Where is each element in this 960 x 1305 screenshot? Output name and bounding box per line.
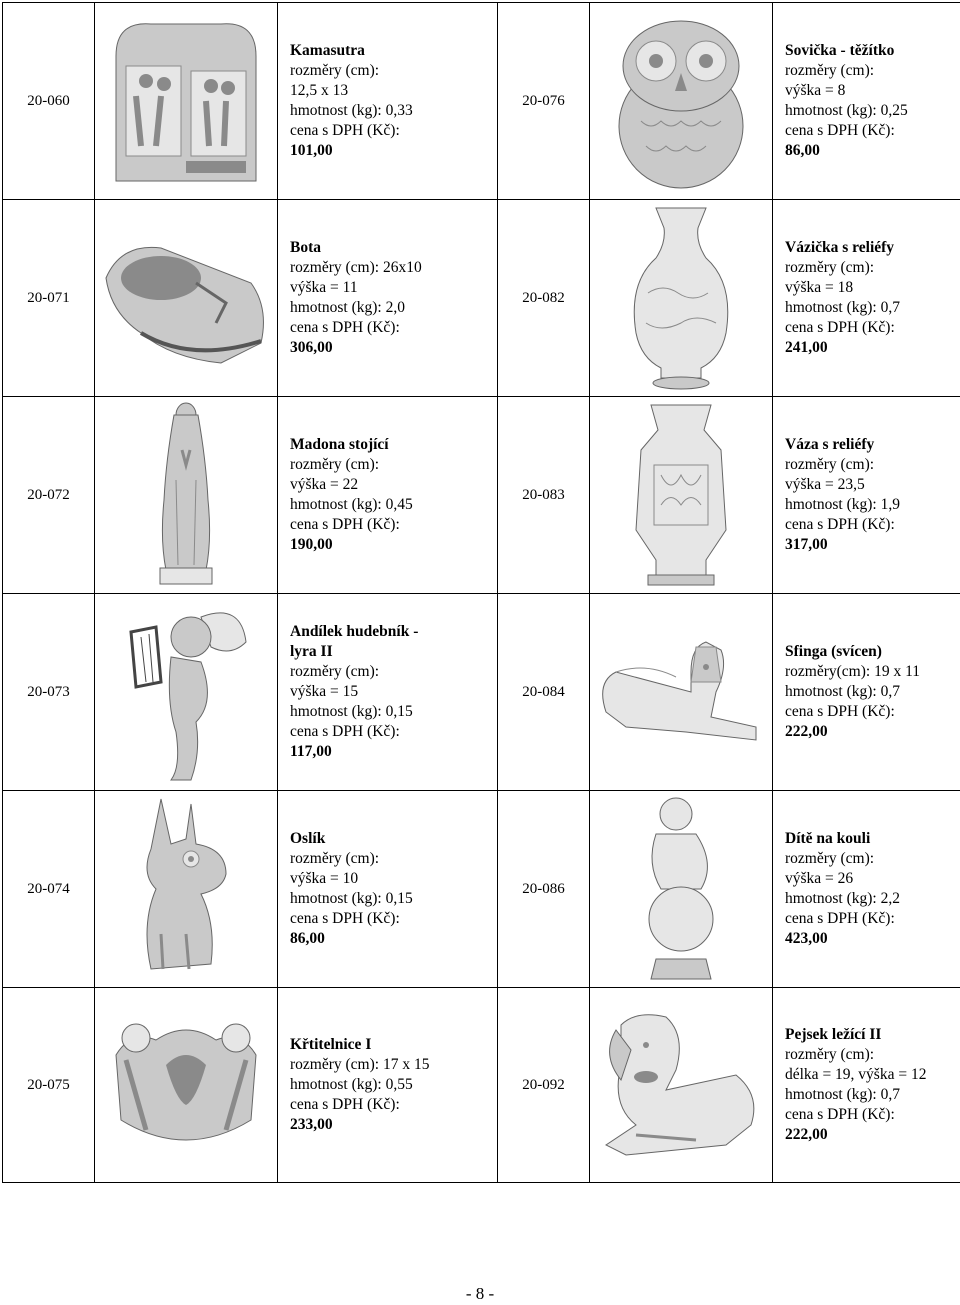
product-details: [278, 791, 498, 988]
product-catalog-table: [2, 2, 960, 1183]
product-spec: výška = 23,5: [785, 476, 865, 493]
product-code: 20-084: [498, 594, 590, 791]
product-code: 20-071: [3, 200, 95, 397]
product-spec: cena s DPH (Kč):: [785, 703, 895, 720]
product-spec: rozměry (cm): 26x10: [290, 259, 422, 276]
product-spec: cena s DPH (Kč):: [785, 122, 895, 139]
product-details: [278, 594, 498, 791]
product-name: Dítě na kouli: [785, 830, 871, 847]
product-details: [773, 791, 960, 988]
product-price: 317,00: [785, 536, 828, 553]
product-price: 117,00: [290, 743, 332, 760]
product-details: [773, 988, 960, 1183]
product-name: Andílek hudebník -: [290, 623, 419, 640]
table-row: [3, 791, 960, 988]
product-code: 20-076: [498, 3, 590, 200]
table-row: [3, 988, 960, 1183]
product-code: 20-074: [3, 791, 95, 988]
product-spec: rozměry (cm):: [785, 259, 875, 276]
sphinx-statue-icon: [590, 594, 773, 791]
product-code: 20-082: [498, 200, 590, 397]
product-details: [278, 200, 498, 397]
table-row: [3, 397, 960, 594]
product-code: 20-083: [498, 397, 590, 594]
product-spec: cena s DPH (Kč):: [290, 723, 400, 740]
product-spec: cena s DPH (Kč):: [290, 122, 400, 139]
product-code: 20-073: [3, 594, 95, 791]
shoe-statue-icon: [95, 200, 278, 397]
product-spec: cena s DPH (Kč):: [785, 1106, 895, 1123]
product-spec: cena s DPH (Kč):: [290, 516, 400, 533]
product-spec: rozměry (cm):: [785, 850, 875, 867]
product-spec: výška = 26: [785, 870, 854, 887]
product-details: [773, 200, 960, 397]
product-spec: výška = 11: [290, 279, 358, 296]
page-number: - 8 -: [465, 1284, 495, 1303]
product-spec: délka = 19, výška = 12: [785, 1066, 927, 1083]
product-details: [773, 397, 960, 594]
product-name: Pejsek ležící II: [785, 1026, 882, 1043]
product-spec: hmotnost (kg): 0,15: [290, 703, 413, 720]
product-spec: hmotnost (kg): 2,0: [290, 299, 405, 316]
table-row: [3, 200, 960, 397]
product-spec: výška = 8: [785, 82, 846, 99]
product-price: 233,00: [290, 1116, 333, 1133]
product-spec: rozměry (cm):: [785, 1046, 875, 1063]
product-spec: výška = 10: [290, 870, 359, 887]
square-vase-icon: [590, 397, 773, 594]
product-spec: hmotnost (kg): 0,7: [785, 299, 900, 316]
product-details: [278, 3, 498, 200]
product-spec: hmotnost (kg): 0,25: [785, 102, 908, 119]
product-price: 86,00: [290, 930, 325, 947]
product-spec: cena s DPH (Kč):: [785, 516, 895, 533]
owl-statue-icon: [590, 3, 773, 200]
product-details: [278, 397, 498, 594]
product-price: 222,00: [785, 1126, 828, 1143]
product-spec: rozměry (cm):: [290, 850, 380, 867]
product-code: 20-075: [3, 988, 95, 1183]
product-spec: 12,5 x 13: [290, 82, 349, 99]
product-code: 20-060: [3, 3, 95, 200]
product-spec: hmotnost (kg): 0,45: [290, 496, 413, 513]
relief-plaque-icon: [95, 3, 278, 200]
product-spec: hmotnost (kg): 1,9: [785, 496, 900, 513]
product-name: Kamasutra: [290, 42, 365, 59]
product-price: 86,00: [785, 142, 820, 159]
product-name: Sfinga (svícen): [785, 643, 882, 660]
product-spec: rozměry(cm): 19 x 11: [785, 663, 921, 680]
font-angels-icon: [95, 988, 278, 1183]
product-spec: cena s DPH (Kč):: [290, 910, 400, 927]
product-spec: rozměry (cm):: [290, 456, 380, 473]
product-name: Madona stojící: [290, 436, 389, 453]
product-spec: hmotnost (kg): 0,55: [290, 1076, 413, 1093]
product-spec: cena s DPH (Kč):: [785, 910, 895, 927]
product-details: [773, 594, 960, 791]
product-spec: hmotnost (kg): 2,2: [785, 890, 900, 907]
product-price: 423,00: [785, 930, 828, 947]
product-spec: výška = 22: [290, 476, 359, 493]
product-spec: hmotnost (kg): 0,7: [785, 683, 900, 700]
product-spec: výška = 18: [785, 279, 854, 296]
product-spec: cena s DPH (Kč):: [290, 319, 400, 336]
product-name: Oslík: [290, 830, 326, 847]
product-price: 306,00: [290, 339, 333, 356]
product-price: 101,00: [290, 142, 333, 159]
product-spec: hmotnost (kg): 0,33: [290, 102, 413, 119]
product-name: Váza s reliéfy: [785, 436, 875, 453]
product-spec: rozměry (cm):: [290, 62, 380, 79]
round-vase-icon: [590, 200, 773, 397]
product-spec: rozměry (cm):: [785, 456, 875, 473]
product-spec: výška = 15: [290, 683, 359, 700]
child-on-ball-icon: [590, 791, 773, 988]
product-name: Sovička - těžítko: [785, 42, 895, 59]
product-spec: rozměry (cm):: [290, 663, 380, 680]
product-price: 190,00: [290, 536, 333, 553]
product-details: [773, 3, 960, 200]
product-spec: cena s DPH (Kč):: [785, 319, 895, 336]
lying-dog-icon: [590, 988, 773, 1183]
product-spec: cena s DPH (Kč):: [290, 1096, 400, 1113]
product-spec: rozměry (cm):: [785, 62, 875, 79]
product-details: [278, 988, 498, 1183]
madonna-statue-icon: [95, 397, 278, 594]
product-code: 20-092: [498, 988, 590, 1183]
table-row: [3, 594, 960, 791]
product-name: Vázička s reliéfy: [785, 239, 895, 256]
product-name: Bota: [290, 239, 321, 256]
donkey-statue-icon: [95, 791, 278, 988]
product-price: 222,00: [785, 723, 828, 740]
product-code: 20-086: [498, 791, 590, 988]
product-price: 241,00: [785, 339, 828, 356]
product-name: Křtitelnice I: [290, 1036, 372, 1053]
angel-lyre-icon: [95, 594, 278, 791]
product-spec: hmotnost (kg): 0,15: [290, 890, 413, 907]
product-spec: hmotnost (kg): 0,7: [785, 1086, 900, 1103]
product-name-line2: lyra II: [290, 643, 333, 660]
product-code: 20-072: [3, 397, 95, 594]
table-row: [3, 3, 960, 200]
product-spec: rozměry (cm): 17 x 15: [290, 1056, 430, 1073]
